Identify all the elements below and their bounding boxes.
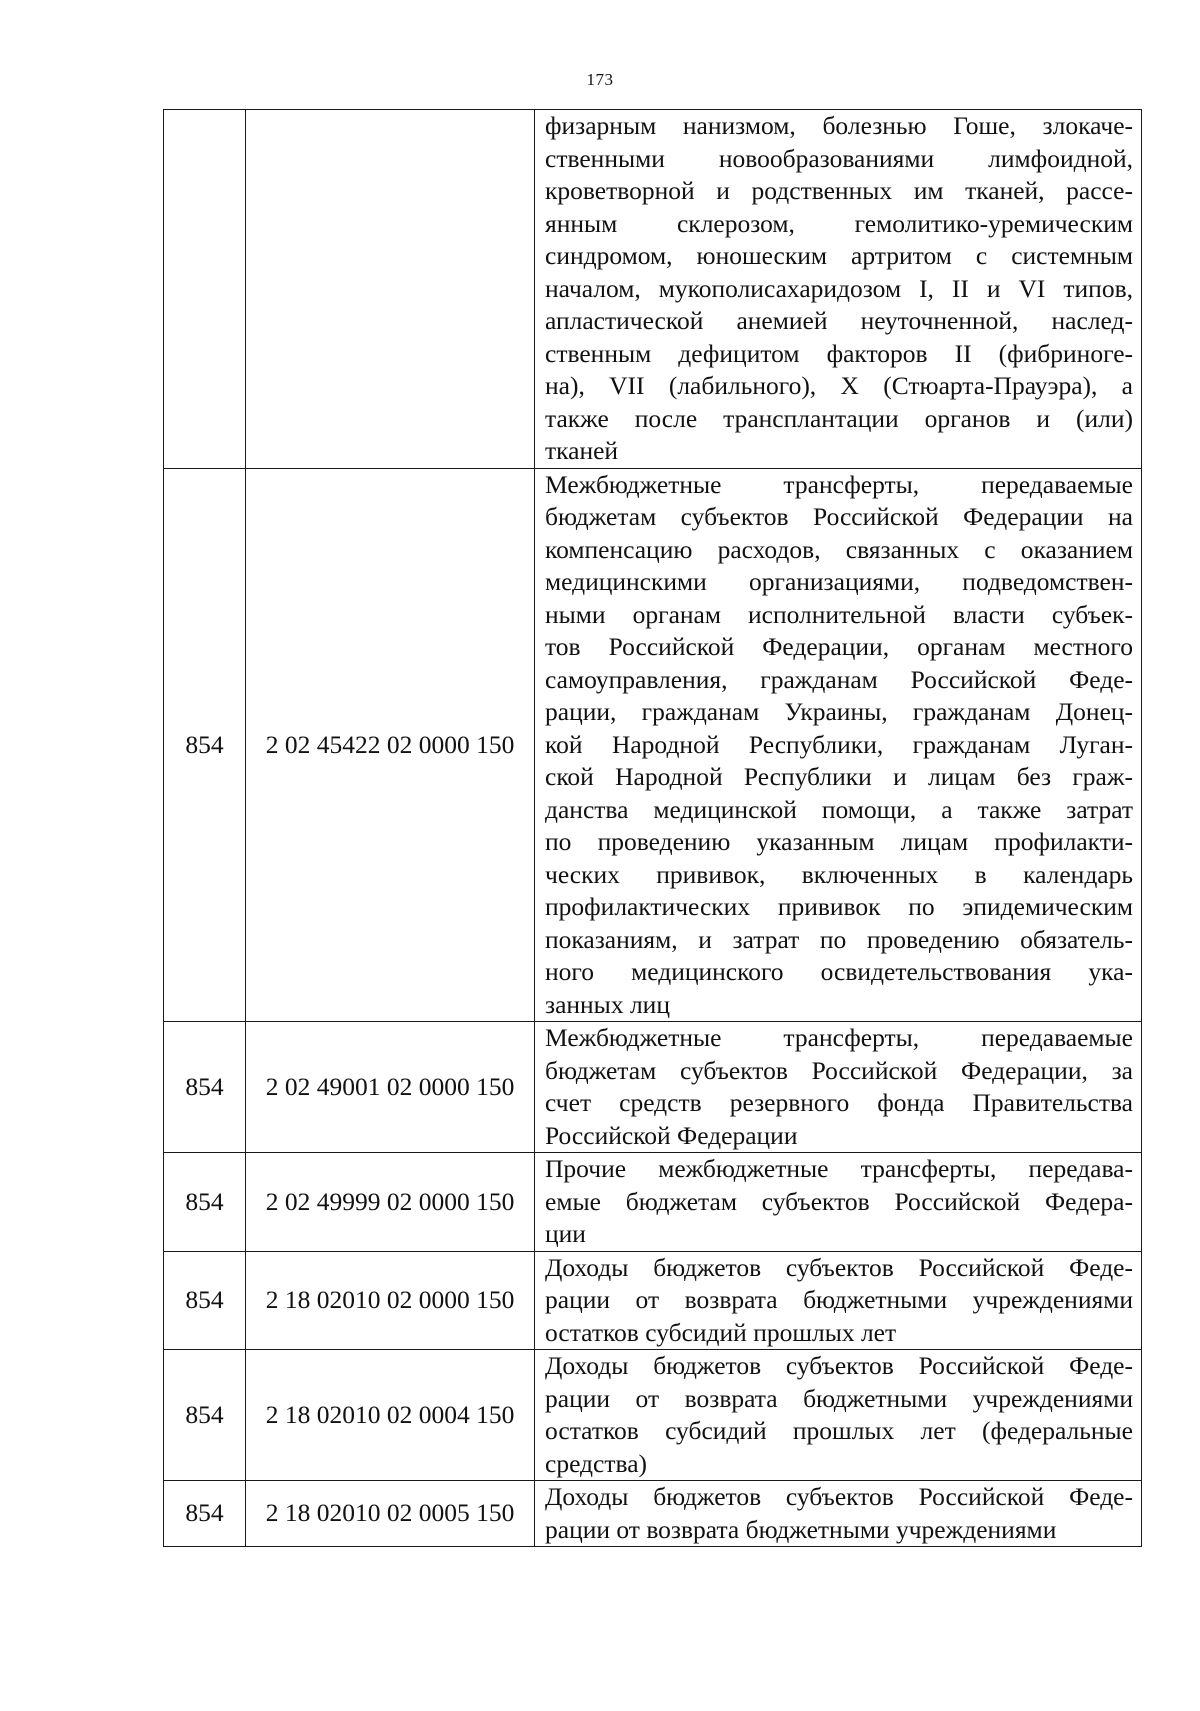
- revenue-name-line: счет средств резервного фонда Правительства: [545, 1088, 1133, 1117]
- revenue-name-line: ции: [545, 1219, 586, 1248]
- revenue-name-line: апластической анемией неуточненной, наслед-: [545, 306, 1133, 335]
- revenue-name-line: Доходы бюджетов субъектов Российской Феде-: [545, 1482, 1133, 1511]
- revenue-name-line: остатков субсидий прошлых лет: [545, 1317, 897, 1347]
- revenue-name-line: средства): [545, 1448, 647, 1478]
- revenue-code-cell: 2 18 02010 02 0004 150: [246, 1350, 535, 1481]
- page-number: 173: [586, 70, 614, 89]
- admin-code-cell: 854: [164, 1251, 246, 1350]
- revenue-name-line: остатков субсидий прошлых лет (федеральные: [545, 1416, 1133, 1445]
- revenue-name-line: занных лиц: [545, 989, 670, 1019]
- table-row: [164, 1251, 1142, 1350]
- revenue-name-cell: [535, 110, 1142, 469]
- revenue-code-cell: 2 18 02010 02 0000 150: [246, 1251, 535, 1350]
- revenue-name-line: компенсацию расходов, связанных с оказанием: [545, 534, 1133, 564]
- revenue-code-cell: 2 02 45422 02 0000 150: [246, 468, 535, 1022]
- revenue-name-line: ного медицинского освидетельствования ука-: [545, 957, 1133, 986]
- revenue-name-cell: [535, 1481, 1142, 1547]
- revenue-name-line: рации от возврата бюджетными учреждениями: [545, 1383, 1133, 1413]
- revenue-name-cell: [535, 468, 1142, 1022]
- revenue-name-line: самоуправления, гражданам Российской Феде-: [545, 664, 1133, 694]
- revenue-name-line: бюджетам субъектов Российской Федерации на: [545, 502, 1133, 531]
- revenue-name-line: Прочие межбюджетные трансферты, передава-: [545, 1154, 1133, 1183]
- table-body: [164, 110, 1142, 1547]
- revenue-name-line: рации, гражданам Украины, гражданам Донец-: [545, 697, 1133, 726]
- revenue-name-line: началом, мукополисахаридозом I, II и VI типов,: [545, 273, 1133, 303]
- admin-code-cell: 854: [164, 1350, 246, 1481]
- revenue-name-line: рации от возврата бюджетными учреждениями: [545, 1285, 1133, 1314]
- revenue-name-line: Доходы бюджетов субъектов Российской Феде-: [545, 1351, 1133, 1380]
- admin-code-cell: [164, 110, 246, 469]
- budget-codes-table: [163, 109, 1142, 1547]
- revenue-name-line: рации от возврата бюджетными учреждениями: [545, 1514, 1057, 1544]
- table-row: [164, 1022, 1142, 1153]
- table-row: [164, 110, 1142, 469]
- revenue-name-line: ской Народной Республики и лицам без граж-: [545, 762, 1133, 791]
- table-row: [164, 1350, 1142, 1481]
- revenue-name-line: синдромом, юношеским артритом с системным: [545, 241, 1133, 270]
- revenue-name-cell: [535, 1350, 1142, 1481]
- revenue-code-cell: 2 02 49999 02 0000 150: [246, 1153, 535, 1252]
- revenue-name-line: физарным нанизмом, болезнью Гоше, злокаче-: [545, 111, 1133, 140]
- revenue-code-cell: [246, 110, 535, 469]
- revenue-name-line: по проведению указанным лицам профилакти-: [545, 827, 1133, 856]
- revenue-code-cell: 2 02 49001 02 0000 150: [246, 1022, 535, 1153]
- admin-code-cell: 854: [164, 1481, 246, 1547]
- revenue-name-line: ческих прививок, включенных в календарь: [545, 859, 1133, 889]
- revenue-name-line: медицинскими организациями, подведомствен-: [545, 567, 1133, 596]
- revenue-name-cell: [535, 1153, 1142, 1252]
- revenue-name-line: ственными новообразованиями лимфоидной,: [545, 143, 1133, 173]
- revenue-name-line: тканей: [545, 436, 619, 465]
- revenue-name-line: тов Российской Федерации, органам местного: [545, 632, 1133, 661]
- table-row: [164, 1153, 1142, 1252]
- revenue-name-line: на), VII (лабильного), X (Стюарта-Прауэра), а: [545, 371, 1133, 400]
- revenue-name-line: показаниям, и затрат по проведению обязатель-: [545, 924, 1133, 954]
- revenue-name-cell: [535, 1022, 1142, 1153]
- revenue-name-line: ственным дефицитом факторов II (фибриноге-: [545, 338, 1133, 368]
- revenue-name-line: профилактических прививок по эпидемическим: [545, 892, 1133, 921]
- revenue-name-line: емые бюджетам субъектов Российской Федера-: [545, 1186, 1133, 1216]
- revenue-name-cell: [535, 1251, 1142, 1350]
- revenue-name-line: Межбюджетные трансферты, передаваемые: [545, 469, 1133, 499]
- revenue-name-line: кой Народной Республики, гражданам Луган-: [545, 729, 1133, 759]
- revenue-name-line: Российской Федерации: [545, 1120, 798, 1150]
- revenue-name-line: также после трансплантации органов и (или): [545, 403, 1133, 433]
- admin-code-cell: 854: [164, 1153, 246, 1252]
- revenue-name-line: Доходы бюджетов субъектов Российской Феде-: [545, 1252, 1133, 1282]
- admin-code-cell: 854: [164, 468, 246, 1022]
- revenue-name-line: бюджетам субъектов Российской Федерации, за: [545, 1055, 1133, 1085]
- revenue-name-line: Межбюджетные трансферты, передаваемые: [545, 1023, 1133, 1052]
- table-row: [164, 468, 1142, 1022]
- revenue-name-line: данства медицинской помощи, а также затрат: [545, 794, 1133, 824]
- revenue-code-cell: 2 18 02010 02 0005 150: [246, 1481, 535, 1547]
- table-row: [164, 1481, 1142, 1547]
- revenue-name-line: янным склерозом, гемолитико-уремическим: [545, 208, 1133, 238]
- admin-code-cell: 854: [164, 1022, 246, 1153]
- revenue-name-line: кроветворной и родственных им тканей, рассе-: [545, 176, 1133, 205]
- revenue-name-line: ными органам исполнительной власти субъек-: [545, 599, 1133, 629]
